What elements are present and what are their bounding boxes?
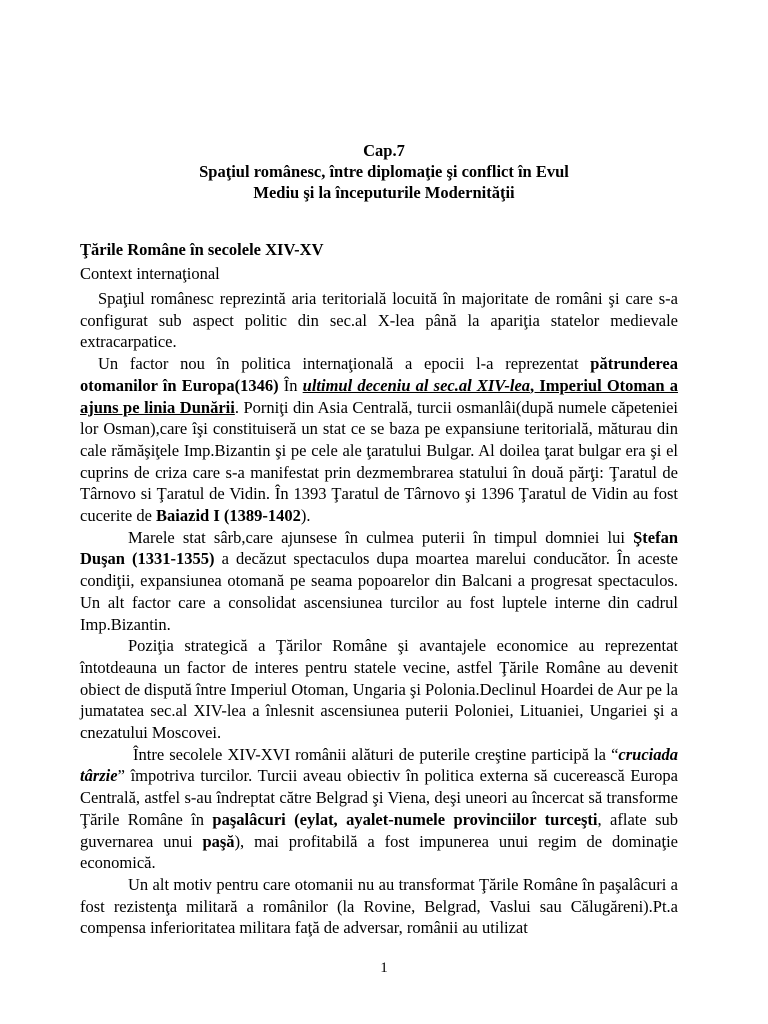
- pashaliks-highlight: paşalâcuri (eylat, ayalet-numele provinciilor turceşti: [212, 809, 598, 829]
- paragraph-6-text: Un alt motiv pentru care otomanii nu au transformat Ţările Române în paşalâcuri a fost rezistenţa militară a românilor (la Rovine, Belgrad, Vaslui sau Călugăreni).Pt.a compensa inferioritatea militara faţă de adversar, românii au utilizat: [80, 874, 678, 938]
- chapter-number: Cap.7: [363, 141, 405, 160]
- paragraph-5-part-e: , aflate sub guvernarea unui: [80, 809, 678, 851]
- ottoman-penetration-highlight: pătrunderea otomanilor în Europa(1346): [80, 354, 678, 395]
- chapter-title-block: [0, 140, 768, 203]
- paragraph-3-part-a: Marele stat sârb,care ajunsese în culmea puterii în timpul domniei lui: [128, 527, 634, 547]
- danube-line-highlight: , Imperiul Otoman a ajuns pe linia Dunării: [80, 375, 679, 417]
- paragraph-4: [80, 635, 678, 744]
- paragraph-4-text: Poziţia strategică a Ţărilor Române şi avantajele economice au reprezentat întotdeauna un factor de interes pentru statele vecine, astfel Ţările Române au devenit obiect de dispută între Imperiul Otoman, Ungaria şi Polonia.Declinul Hoardei de Aur pe la jumatatea sec.al XIV-lea a înlesnit ascensiunea puterii Poloniei, Lituaniei, Ungariei şi a cnezatului Moscovei.: [80, 636, 678, 743]
- subsection-title: Context internaţional: [80, 264, 220, 283]
- section-title: Ţările Române în secolele XIV-XV: [80, 240, 324, 259]
- paragraph-2-part-h: ).: [300, 506, 311, 526]
- paragraph-5-part-a: Între secolele XIV-XVI românii alături de puterile creştine participă la “: [133, 744, 619, 764]
- pasha-highlight: paşă: [202, 831, 235, 851]
- paragraph-2-part-f: . Porniţi din Asia Centrală, turcii osmanlâi(după numele căpeteniei lor Osman),care îşi constituiseră un stat ce se baza pe expansiune teritorială, măturau din cale rămăşiţele Imp.Bizantin şi pe cele ale ţaratului Bulgar. Al doilea ţarat bulgar era şi el cuprins de criza care s-a manifestat prin dezmembrarea statului în două părţi: Ţaratul de Târnovo si Ţaratul de Vidin. În 1393 Ţaratul de Târnovo şi 1396 Ţaratul de Vidin au fost cucerite de: [80, 397, 678, 526]
- paragraph-2-part-c: În: [278, 375, 303, 395]
- paragraph-5: [80, 744, 678, 874]
- paragraph-2-part-a: Un factor nou în politica internaţională a epocii l-a reprezentat: [98, 354, 591, 374]
- chapter-title-line-2: Mediu şi la începuturile Modernităţii: [253, 183, 515, 202]
- paragraph-5-part-c: ” împotriva turcilor. Turcii aveau obiectiv în politica externa să cucerească Europa Centrală, astfel s-au îndreptat către Belgrad şi Viena, deşi uneori au încercat să transforme Ţările Române în: [80, 766, 678, 829]
- last-decade-highlight: ultimul deceniu al sec.al XIV-lea: [302, 375, 531, 395]
- baiazid-highlight: Baiazid I (1389-1402: [156, 506, 301, 526]
- page-number: 1: [380, 960, 388, 976]
- paragraph-1-text: Spaţiul românesc reprezintă aria teritorială locuită în majoritate de români şi care s-a configurat sub aspect politic din sec.al X-lea până la apariţia statelor medievale extracarpatice.: [80, 289, 678, 352]
- body-text: [80, 288, 678, 939]
- chapter-title-line-1: Spaţiul românesc, între diplomaţie şi conflict în Evul: [199, 162, 569, 181]
- paragraph-3-part-c: a decăzut spectaculos dupa moartea marelui conducător. În aceste condiţii, expansiunea otomană pe seama popoarelor din Balcani a progresat spectaculos. Un alt factor care a consolidat ascensiunea turcilor au fost luptele interne din cadrul Imp.Bizantin.: [80, 549, 678, 634]
- late-crusade-highlight: cruciada târzie: [80, 744, 678, 786]
- paragraph-6: [80, 874, 678, 939]
- paragraph-2: [80, 353, 678, 527]
- paragraph-1: [80, 288, 678, 353]
- paragraph-3: [80, 527, 678, 636]
- stefan-dusan-highlight: Ştefan Duşan (1331-1355): [80, 527, 678, 569]
- paragraph-5-part-g: ), mai profitabilă a fost impunerea unui regim de dominaţie economică.: [80, 831, 678, 873]
